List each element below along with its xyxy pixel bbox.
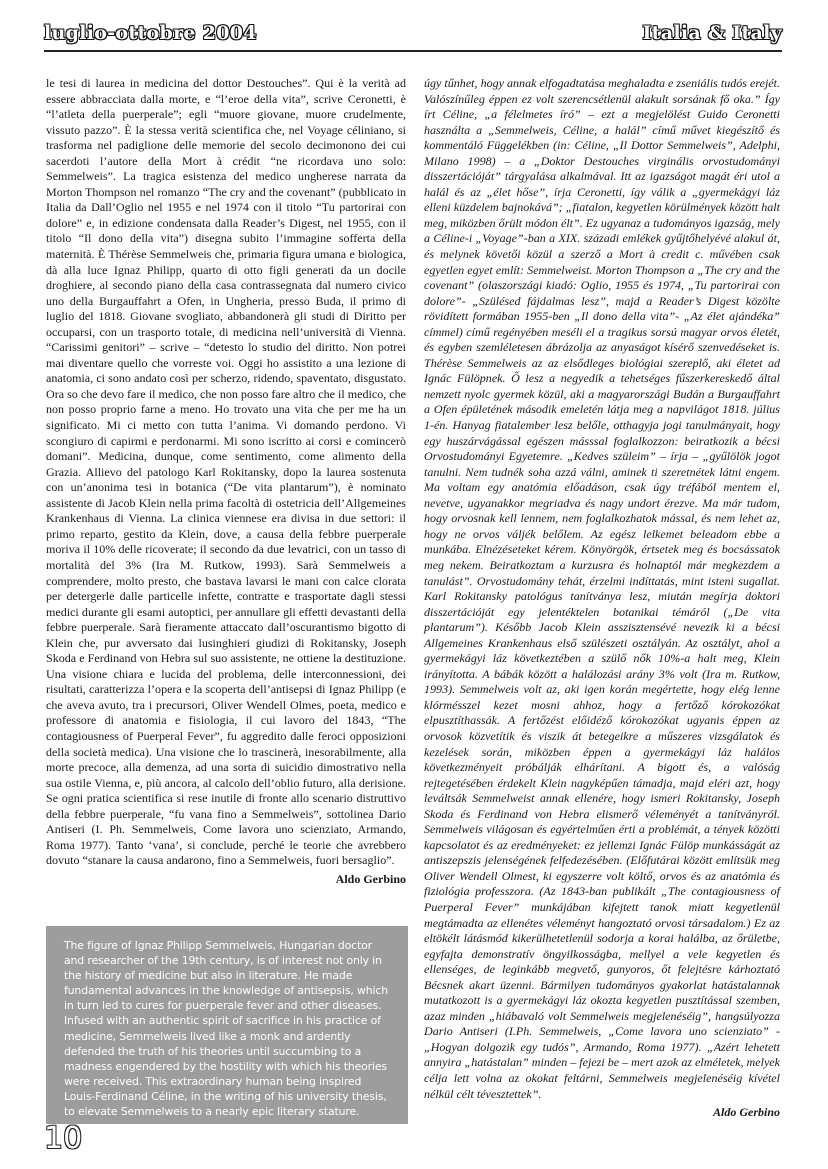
- issue-date-title: luglio-ottobre 2004: [44, 22, 257, 44]
- italian-article-author: Aldo Gerbino: [335, 871, 406, 886]
- magazine-title: Italia & Italy: [642, 22, 782, 44]
- page-number: 10: [44, 1121, 83, 1156]
- hungarian-article-text: úgy tűnhet, hogy annak elfogadtatása meghaladta e zseniális tudós erejét. Valószínűleg éppen ez volt szerencsétlenül alakult sorsának fő oka.” Így írt Céline, „a félelmetes író” – ezt a megjelölést Guido Ceronetti használta a „Semmelweis, Céline, a halál” című művet kiegészítő és kommentáló Függelékben (in: Céline, „Il Dottor Semmelweis”, Adelphi, Milano 1998) – a „Doktor Destouches virginális orvostudományi disszertációját” tárgyalása alkalmával. Itt az igazságot magát éri utol a halál és az „élet hőse”, írja Ceronetti, így válik a „gyermekágyi láz elleni küzdelem bajnokává”; „fiatalon, kegyetlen körülmények között halt meg, miközben őrült módon élt”. Ez ugyanaz a tudományos igazság, mely a Céline-i „Voyage”-ban a XIX. századi emlékek gyűjtőhelyévé alakul át, és melynek követői közül a szerző a Mort à credit c. művében csak egyetlen egyet említ: Semmelweist. Morton Thompson a „The cry and the covenant” (olaszországi kiadó: Oglio, 1955 és 1974, „Tu partorirai con dolore”- „Szülésed fájdalmas lesz”, majd a Reader’s Digest közölte rövidített formában 1955-ben „Il dono della vita”- „Az élet ajándéka” címmel) című regényében meséli el a tragikus sorsú magyar orvos életét, és egyben szemléletesen ábrázolja az anyaságot kísérő szenvedéseket is. Thérèse Semmelweis az az elsődleges biológiai szereplő, aki életet ad Ignác Fülöpnek. Ő lesz a negyedik a tehetséges fűszerkereskedő által nemzett nyolc gyermek közül, aki a magyarországi Budán a Burgauffahrt a Ofen épületének második emeletén látja meg a napvilágot 1818. július 1-én. Hanyag fiatalember lesz belőle, otthagyja jogi tanulmányait, hogy egy huszárvágással egészen másssal foglalkozzon: beiratkozik a bécsi Orvostudományi Egyetemre. „Kedves szüleim” – írja – „gyűlölök jogot tanulni. Nem tudnék soha azzá válni, aminek ti szeretnétek látni engem. Ma voltam egy anatómia előadáson, csak úgy tréfából mentem el, nevetve, ugyanakkor megriadva és nagy undort érezve. Ma már tudom, hogy orvosnak kell lennem, nem foglalkozhatok mással, és nem lehet az, hogy ne orvos váljék belőlem. Az egész lelkemet beleadom ebbe a munkába. Elnézéseteket kérem. Könyörgök, értsetek meg és bocsássatok meg nekem. Beiratkoztam a kurzusra és holnaptól már megkezdem a tanulást”. Orvostudomány tehát, érzelmi indíttatás, mint isteni sugallat. Karl Rokitansky patológus tanítványa lesz, miután megírja doktori disszertációját egy jelentéktelen botanikai témáról („De vita plantarum”). Később Jacob Klein asszisztensévé nevezik ki a bécsi Allgemeines Krankenhaus első szülészeti osztályán. Az osztályt, ahol a gyermekágyi láz következtében a szülő nők 10%-a halt meg, Klein irányította. A bábák között a halálozási arány 3% volt (Ira m. Rutkow, 1993). Semmelweis volt az, aki igen korán megértette, hogy elég lenne klórmésszel kezet mosni ahhoz, hogy a fertőző kórokozókat elpusztíthassák. A fertőzést előidéző kórokozókat ugyanis éppen az orvosok közvetítik és viszik át betegeikre a műszeres vizsgálatok és kezelések során, miközben éppen a gyermekágyi láz halálos következményeit próbálják elhárítani. A bigott és, a valóság rejtegetésében érdekelt Klein nagyképűen támadja, majd eléri azt, hogy leváltsák Semmelweist annak ellenére, hogy ismeri Rokitansky, Joseph Skoda és Ferdinand von Hebra elismerő véleményét a tanítványról. Semmelweis világosan és egyértelműen érti a problémát, a tények közötti kapcsolatot és az eredményeket: ez jellemzi Ignác Fülöp munkásságát az antiszepszis jelenségének felfedezésében. (Előfutárai között említsük meg Oliver Wendell Olmest, ki egyszerre volt költő, orvos és az anatómia és fiziológia professzora. (Az 1843-ban publikált „The contagiousness of Puerperal Fever” munkájában kifejtett tanok miatt kegyetlenül megtámadta az ellenétes véleményt hangoztató orvosi társadalom.) Ez az eltökélt látásmód kikerülhetetlenül sodorja a korai halálba, az őrületbe, egyfajta demonstratív öngyilkosságba, mellyel a vele kegyetlen és ellenséges, de leginkább megvető, gunyoros, őt felejtésre kárhoztató Bécsnek akart üzenni. Bármilyen tudományos gyakorlat hatástalannak mutatkozott is a gyermekágyi láz okozta kegyetlen pusztítással szemben, azaz minden „hiábavaló volt Semmelweis megjelenéséig”, hangsúlyozza Dario Antiseri (I.Ph. Semmelweis, „Come lavora uno scienziato” - „Hogyan dolgozik egy tudós”, Armando, Roma 1977). „Azért lehetett annyira „hatástalan” minden – fejezi be – mert azok az elméletek, melyek célja lett volna az okokat feltárni, Semmelweis megjelenéséig kívétel nélkül célt tévesztettek”.: [424, 76, 780, 1101]
- page-header: [44, 22, 782, 50]
- english-summary-text: The figure of Ignaz Philipp Semmelweis, Hungarian doctor and researcher of the 19th century, is of interest not only in the history of medicine but also in literature. He made fundamental advances in the knowledge of antisepsis, which in turn led to cures for puerperale fever and other diseases. Infused with an authentic spirit of sacrifice in his practice of medicine, Semmelweis lived like a monk and ardently defended the truth of his theories until succumbing to a madness engendered by the hostility with which his theories were received. This extraordinary human being inspired Louis-Ferdinand Céline, in the writing of his university thesis, to elevate Semmelweis to a nearly epic literary stature.: [64, 939, 388, 1119]
- hungarian-article-author: Aldo Gerbino: [712, 1105, 780, 1120]
- italian-article-text: le tesi di laurea in medicina del dottor Destouches”. Qui è la verità ad essere abbracciata dalla morte, e “l’eroe della vita”, scrive Ceronetti, è “l’atleta della puerperale”; egli “muore giovane, muore crudelmente, vissuto pazzo”. È la stessa verità scientifica che, nel Voyage céliniano, si trasforma nel padiglione delle memorie del secolo decimonono dei cui sacerdoti l’autore della Mort à crédit “ne ricordava uno solo: Semmelweis”. La tragica esistenza del medico ungherese narrata da Morton Thompson nel romanzo “The cry and the covenant” (pubblicato in Italia da Dall’Oglio nel 1955 e nel 1974 con il titolo “Tu partorirai con dolore” e, in edizione condensata dalla Reader’s Digest, nel 1955, con il titolo “Il dono della vita”) disegna subito l’immagine sofferta della maternità. È Thérèse Semmelweis che, primaria figura umana e biologica, dà alla luce Ignaz Philipp, quarto di otto figli generati da un docile droghiere, al secondo piano della casa contrassegnata dal numero civico uno della Burgauffahrt a Ofen, in Ungheria, presso Buda, il primo di luglio del 1818. Giovane svogliato, abbandonerà gli studi di Diritto per occuparsi, con un trasporto totale, di medicina nell’università di Vienna. “Carissimi genitori” – scrive – “detesto lo studio del diritto. Non potrei mai diventare quello che vorreste voi. Oggi ho assistito a una lezione di anatomia, ci sono andato così per scherzo, ridendo, spaventato, disgustato. Ora so che devo fare il medico, che non posso fare altro che il medico, che non posso proprio farne a meno. Ho trovato una vita che per me ha un significato. Mi ci metto con tutta l’anima. Vi domando perdono. Vi scongiuro di capirmi e perdonarmi. Mi sono iscritto ai corsi e comincerò domani”. Medicina, dunque, come sentimento, come alimento della Grazia. Allievo del patologo Karl Rokitansky, dopo la laurea sostenuta con un’anonima tesi in botanica (“De vita plantarum”), è nominato assistente di Jacob Klein nella prima facoltà di ostetricia dell’Allgemeines Krankenhaus di Vienna. La clinica viennese era divisa in due settori: il primo reparto, gestito da Klein, dove, a causa della febbre puerperale moriva il 10% delle ricoverate; il secondo da due levatrici, con un tasso di mortalità del 3% (Ira M. Rutkow, 1993). Sarà Semmelweis a comprendere, molto presto, che bastava lavarsi le mani con calce clorata per detergerle dalle particelle infette, contratte e trasportate dagli stessi medici durante gli esami autoptici, per annullare gli effetti devastanti della febbre puerperale. Sarà fieramente attaccato dall’oscurantismo bigotto di Klein che, pur avversato dai lusinghieri giudizi di Rokitansky, Joseph Skoda e Ferdinand von Hebra sul suo assistente, ne ottiene la destituzione. Una visione chiara e lucida del problema, delle interconnessioni, dei risultati, caratterizza l’opera e la scoperta dell’antisepsi di Ignaz Philipp (e che aveva avuto, tra i precursori, Oliver Wendell Olmes, poeta, medico e professore di anatomia e fisiologia, il cui lavoro del 1843, “The contagiousness of Puerperal Fever”, fu aggredito dalle feroci opposizioni della società medica). Una visione che lo trascinerà, inesorabilmente, alla morte precoce, alla demenza, ad una sorta di suicidio dimostrativo nella sua ostile Vienna, e, più ancora, al calcolo dell’oblio futuro, alla derisione. Se ogni pratica scientifica si rese inutile di fronte allo scenario distruttivo della febbre puerperale, “fu vana fino a Semmelweis”, sottolinea Dario Antiseri (I. Ph. Semmelweis, Come lavora uno scienziato, Armando, Roma 1977). Tanto ‘vana’, si conclude, perché le teorie che avrebbero dovuto “stanare la causa andarono, fino a Semmelweis, fuori bersaglio”.: [46, 76, 406, 868]
- hungarian-article-column: [424, 76, 780, 1121]
- header-divider: [44, 50, 782, 52]
- english-summary-box: [46, 926, 408, 1124]
- italian-article-column: [46, 76, 406, 887]
